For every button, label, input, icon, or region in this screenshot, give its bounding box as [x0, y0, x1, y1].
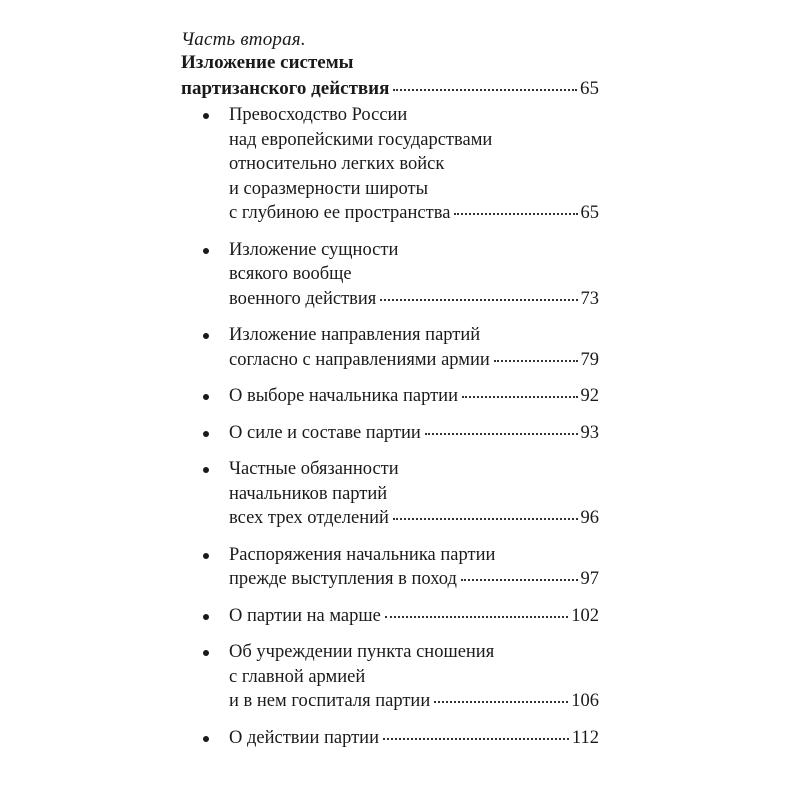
dot-leader	[393, 518, 578, 520]
toc-entry	[203, 323, 599, 372]
bullet-icon	[203, 248, 209, 254]
toc-entry-line: с главной армией	[229, 666, 366, 687]
toc-entry	[203, 238, 599, 312]
dot-leader	[434, 701, 568, 703]
toc-entry	[203, 726, 599, 751]
toc-entry-line: военного действия	[229, 288, 377, 309]
part-label: Часть вторая.	[181, 29, 306, 50]
bullet-icon	[203, 431, 209, 437]
page-number: 65	[580, 78, 599, 99]
dot-leader	[383, 738, 569, 740]
toc-entry-leader-row	[229, 506, 599, 531]
page-number: 112	[571, 727, 599, 748]
dot-leader	[393, 89, 577, 91]
page-number: 93	[580, 422, 599, 443]
page-number: 73	[580, 288, 599, 309]
toc-entry-leader-row	[229, 421, 599, 446]
page-number: 96	[580, 508, 599, 528]
bullet-icon	[203, 394, 209, 400]
toc-entry-line: О партии на марше	[229, 605, 381, 626]
dot-leader	[385, 616, 568, 618]
bullet-icon	[203, 650, 209, 656]
dot-leader	[494, 360, 578, 362]
dot-leader	[462, 396, 578, 398]
toc-entry-line: всякого вообще	[229, 264, 352, 284]
toc-entry	[203, 604, 599, 629]
toc-entry	[203, 421, 599, 446]
toc-entry-line: Превосходство России	[229, 105, 408, 125]
dot-leader	[461, 579, 578, 581]
toc-entry-line: начальников партий	[229, 483, 388, 504]
page-number: 92	[580, 386, 599, 406]
dot-leader	[380, 299, 577, 301]
toc-entry-line: Изложение сущности	[229, 239, 399, 260]
toc-entry-line: прежде выступления в поход	[229, 569, 457, 589]
section-title-line: партизанского действия	[181, 78, 390, 99]
toc-entry-leader-row	[229, 384, 599, 409]
page-number: 106	[571, 691, 599, 711]
toc-entry-line: Об учреждении пункта сношения	[229, 642, 495, 662]
toc-entry	[203, 384, 599, 409]
toc-entry-leader-row	[229, 726, 599, 751]
dot-leader	[454, 213, 577, 215]
toc-entry	[203, 640, 599, 714]
bullet-icon	[203, 553, 209, 559]
toc-entry-line: согласно с направлениями армии	[229, 349, 490, 370]
toc-entry-line: с глубиною ее пространства	[229, 203, 451, 223]
bullet-icon	[203, 467, 209, 473]
toc-entry-line: относительно легких войск	[229, 154, 445, 174]
toc-entry-line: над европейскими государствами	[229, 129, 493, 150]
dot-leader	[425, 433, 578, 435]
toc-entry-line: Частные обязанности	[229, 459, 399, 479]
toc-entry-line: О выборе начальника партии	[229, 386, 458, 406]
toc-entry-line: Изложение направления партий	[229, 325, 481, 345]
toc-entry-leader-row	[229, 287, 599, 312]
page-number: 97	[580, 569, 599, 589]
section-title-line: Изложение системы	[181, 52, 354, 73]
toc-entry-leader-row	[229, 348, 599, 373]
toc-entry-leader-row	[229, 689, 599, 714]
toc-entry-line: О действии партии	[229, 727, 379, 748]
toc-entry	[203, 103, 599, 226]
toc-entry-line: и соразмерности широты	[229, 178, 429, 199]
section-title-leader-row	[181, 76, 599, 102]
toc-entry	[203, 543, 599, 592]
bullet-icon	[203, 113, 209, 119]
toc-entry-line: всех трех отделений	[229, 508, 389, 528]
toc-entry-leader-row	[229, 567, 599, 592]
page-number: 79	[580, 349, 599, 370]
page-number: 102	[571, 605, 599, 626]
toc-entry-leader-row	[229, 604, 599, 629]
toc-entry-line: и в нем госпиталя партии	[229, 691, 431, 711]
page-number: 65	[580, 203, 599, 223]
toc-entry	[203, 457, 599, 531]
bullet-icon	[203, 333, 209, 339]
section-title	[181, 50, 599, 102]
toc-entry-line: Распоряжения начальника партии	[229, 544, 496, 565]
bullet-icon	[203, 614, 209, 620]
bullet-icon	[203, 736, 209, 742]
toc-entry-line: О силе и составе партии	[229, 422, 421, 443]
toc-list	[203, 103, 599, 762]
toc-entry-leader-row	[229, 201, 599, 226]
